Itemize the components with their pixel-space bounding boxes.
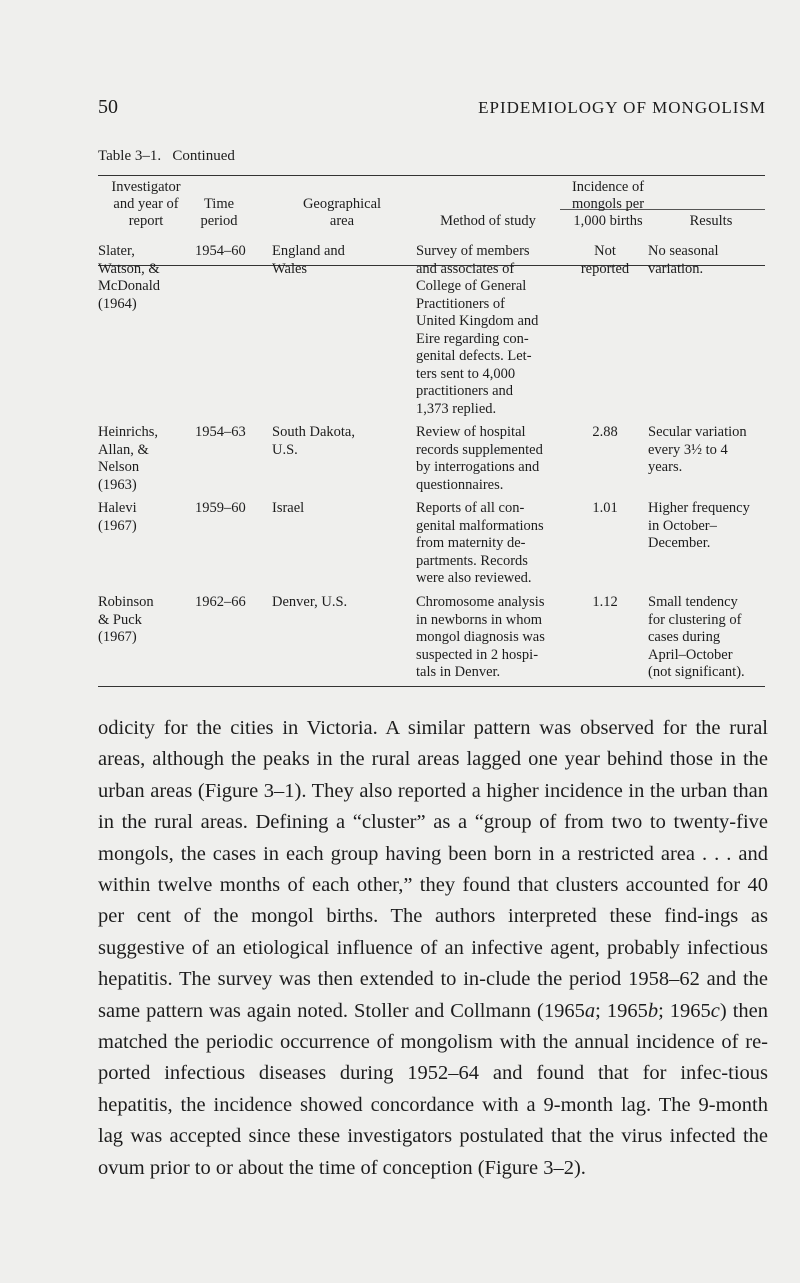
cell-time: 1959–60 — [195, 500, 246, 516]
cell-method: Survey of members and associates of College of General Practitioners of United Kingdom and Eire regarding con- genital defects. Let- ters sent to 4,000 practitioners and 1,373 replied. — [416, 243, 539, 417]
cell-time: 1954–60 — [195, 243, 246, 259]
running-head: EPIDEMIOLOGY OF MONGOLISM — [478, 98, 766, 117]
citation-suffix: c — [710, 999, 720, 1022]
cell-results: Small tendency for clustering of cases during April–October (not significant). — [648, 594, 745, 680]
column-header-time: Time period — [200, 196, 238, 229]
cell-area: Denver, U.S. — [272, 594, 348, 610]
column-header-area: Geographical area — [302, 196, 382, 229]
body-paragraph — [98, 713, 768, 1184]
cell-time: 1962–66 — [195, 594, 246, 610]
column-header-method: Method of study — [440, 213, 536, 229]
column-header-investigator: Investigator and year of report — [111, 179, 181, 229]
citation-separator: ; 1965 — [658, 999, 711, 1022]
cell-area: South Dakota, U.S. — [272, 424, 355, 458]
column-header-incidence: Incidence of mongols per 1,000 births — [571, 179, 645, 229]
cell-investigator: Slater, Watson, & McDonald (1964) — [98, 243, 161, 312]
cell-results: Secular variation every 3½ to 4 years. — [648, 424, 747, 475]
cell-incidence: Not reported — [580, 243, 630, 277]
table-bottom-rule — [98, 686, 765, 687]
table-top-rule — [98, 175, 765, 176]
citation-suffix: b — [647, 999, 659, 1022]
cell-incidence: 1.12 — [592, 594, 618, 610]
cell-results: Higher frequency in October– December. — [648, 500, 750, 551]
column-header-results: Results — [689, 213, 733, 229]
citation-separator: ; 1965 — [595, 999, 648, 1022]
cell-area: Israel — [272, 500, 305, 516]
cell-incidence: 2.88 — [592, 424, 618, 440]
table-caption: Table 3–1. Continued — [98, 148, 235, 164]
page-number: 50 — [98, 96, 118, 118]
cell-investigator: Halevi (1967) — [98, 500, 137, 534]
cell-method: Chromosome analysis in newborns in whom mongol diagnosis was suspected in 2 hospi- tals in Denver. — [416, 594, 545, 680]
cell-time: 1954–63 — [195, 424, 246, 440]
cell-investigator: Heinrichs, Allan, & Nelson (1963) — [98, 424, 158, 493]
cell-investigator: Robinson & Puck (1967) — [98, 594, 154, 645]
cell-area: England and Wales — [272, 243, 345, 277]
cell-results: No seasonal variation. — [648, 243, 719, 277]
body-text-part: ) then matched the periodic occurrence of mongolism with the annual incidence of re-ported infectious diseases during 1952–64 and found that for infec-tious hepatitis, the incidence showed concordance with a 9-month lag. The 9-month lag was accepted since these investigators postulated that the virus infected the ovum prior to or about the time of conception (Figure 3–2). — [98, 999, 769, 1179]
cell-incidence: 1.01 — [592, 500, 618, 516]
cell-method: Reports of all con- genital malformations from maternity de- partments. Records were also reviewed. — [416, 500, 544, 586]
cell-method: Review of hospital records supplemented by interrogations and questionnaires. — [416, 424, 543, 493]
citation-suffix: a — [584, 999, 596, 1022]
body-text-part: odicity for the cities in Victoria. A similar pattern was observed for the rural areas, although the peaks in the rural areas lagged one year behind those in the urban areas (Figure 3–1). They also reported a higher incidence in the urban than in the rural areas. Defining a “cluster” as a “group of from two to twenty-five mongols, the cases in each group having been born in a restricted area . . . and within twelve months of each other,” they found that clusters accounted for 40 per cent of the mongol births. The authors interpreted these find-ings as suggestive of an etiological influence of an infective agent, probably infectious hepatitis. The survey was then extended to in-clude the period 1958–62 and the same pattern was again noted. Stoller and Collmann (1965 — [98, 717, 768, 1022]
